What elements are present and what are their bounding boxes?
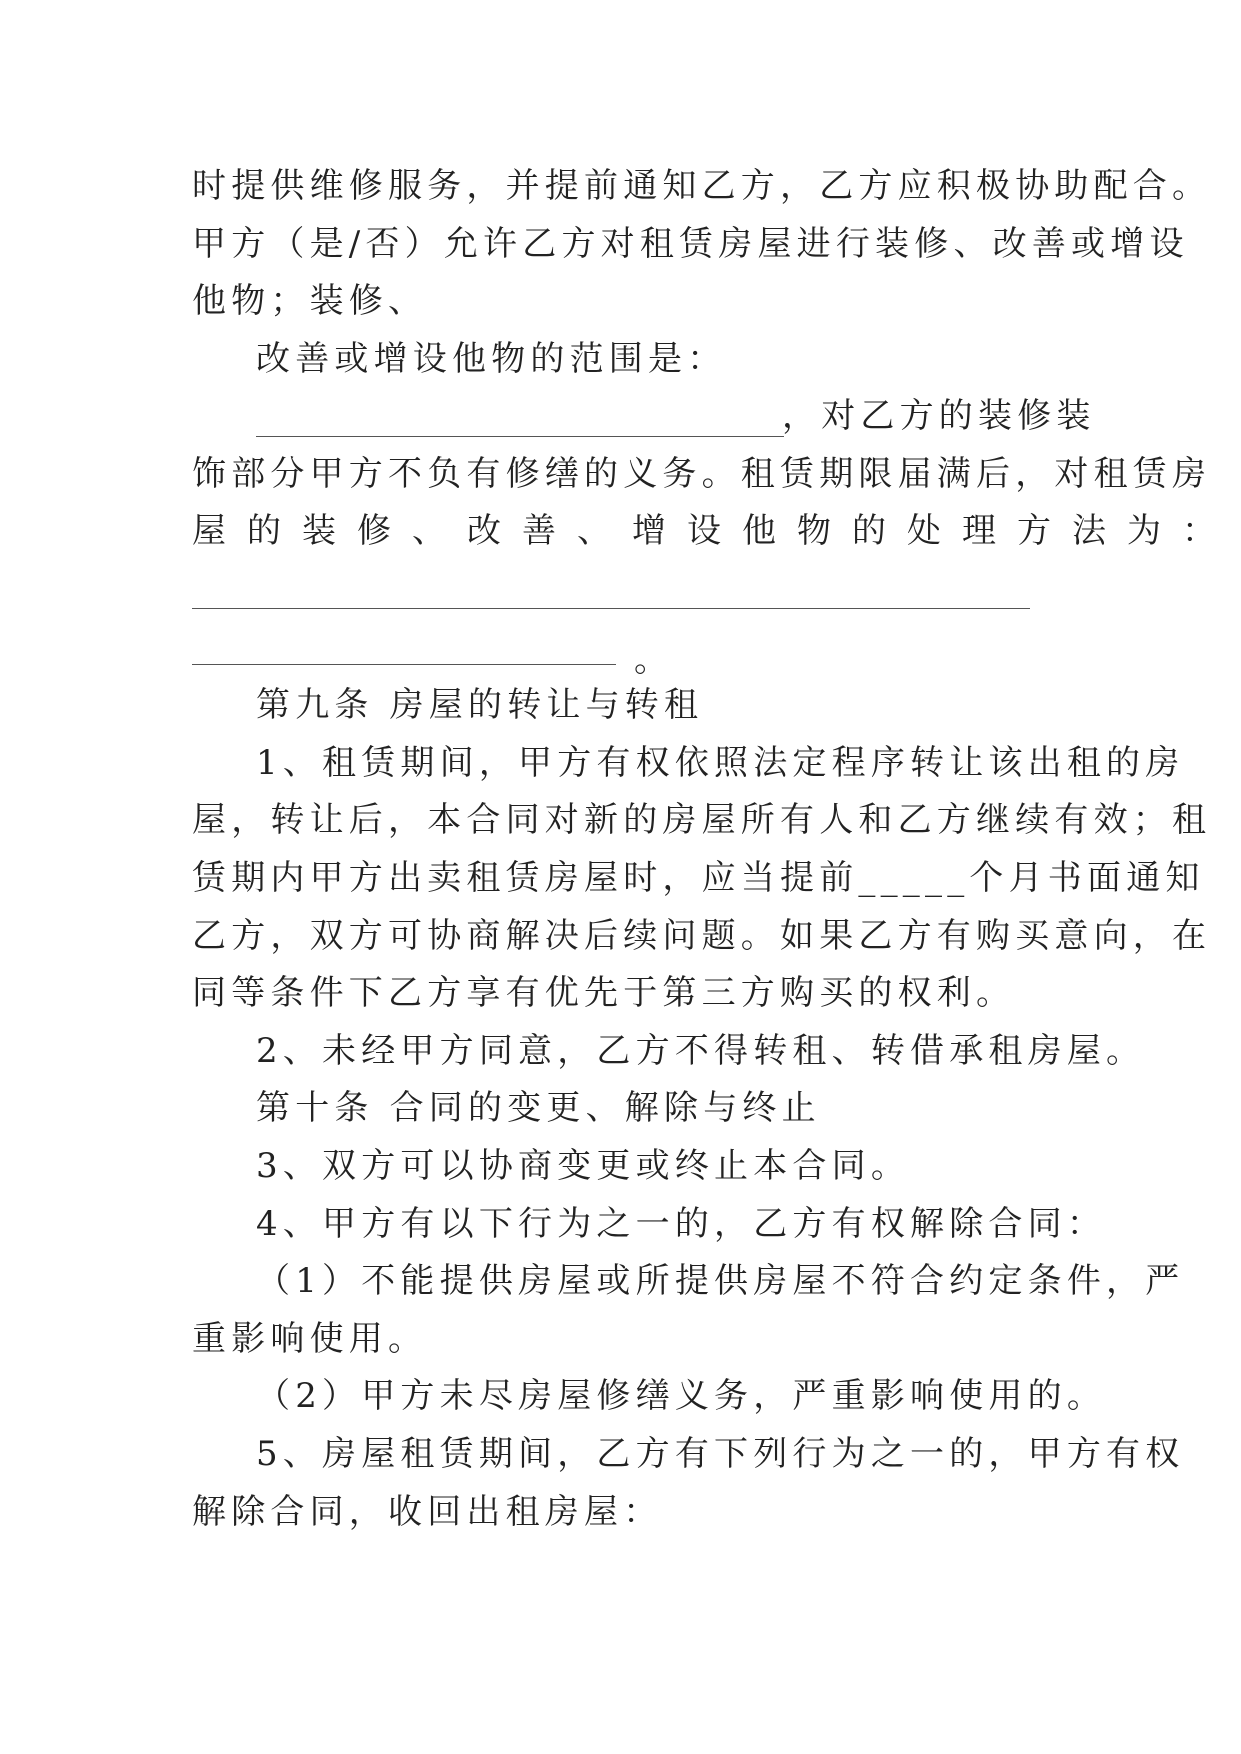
paragraph-line: 2、未经甲方同意，乙方不得转租、转借承租房屋。 xyxy=(256,1031,1146,1071)
paragraph-line: 3、双方可以协商变更或终止本合同。 xyxy=(256,1146,911,1186)
paragraph-line: 1、租赁期间，甲方有权依照法定程序转让该出租的房 xyxy=(256,743,1185,783)
section-heading: 第九条 房屋的转让与转租 xyxy=(256,685,704,725)
section-heading: 第十条 合同的变更、解除与终止 xyxy=(256,1088,821,1128)
paragraph-line: 饰部分甲方不负有修缮的义务。租赁期限届满后，对租赁房 xyxy=(192,454,1212,494)
paragraph-line: 赁期内甲方出卖租赁房屋时，应当提前_____个月书面通知 xyxy=(192,858,1205,898)
paragraph-line: （2）甲方未尽房屋修缮义务，严重影响使用的。 xyxy=(256,1376,1107,1416)
paragraph-line: 时提供维修服务，并提前通知乙方，乙方应积极协助配合。 xyxy=(192,166,1212,206)
paragraph-line: 他物；装修、 xyxy=(192,281,428,321)
paragraph-line: 改善或增设他物的范围是： xyxy=(256,339,727,379)
paragraph-line: （1）不能提供房屋或所提供房屋不符合约定条件，严 xyxy=(256,1261,1185,1301)
paragraph-line: 屋的装修、改善、增设他物的处理方法为： xyxy=(192,511,1237,551)
paragraph-line: 屋，转让后，本合同对新的房屋所有人和乙方继续有效；租 xyxy=(192,800,1212,840)
fill-in-blank-line xyxy=(192,664,616,665)
fill-in-blank-line xyxy=(256,436,784,437)
fill-in-blank-line xyxy=(192,608,1030,609)
paragraph-line: 甲方（是/否）允许乙方对租赁房屋进行装修、改善或增设 xyxy=(192,224,1189,264)
paragraph-line: 同等条件下乙方享有优先于第三方购买的权利。 xyxy=(192,973,1016,1013)
paragraph-line: 5、房屋租赁期间，乙方有下列行为之一的，甲方有权 xyxy=(256,1434,1185,1474)
paragraph-line: 重影响使用。 xyxy=(192,1319,428,1359)
paragraph-line: 乙方，双方可协商解决后续问题。如果乙方有购买意向，在 xyxy=(192,916,1212,956)
paragraph-line: 解除合同，收回出租房屋： xyxy=(192,1492,663,1532)
paragraph-line: 。 xyxy=(634,640,668,680)
paragraph-line: ，对乙方的装修装 xyxy=(782,396,1096,436)
paragraph-line: 4、甲方有以下行为之一的，乙方有权解除合同： xyxy=(256,1204,1107,1244)
